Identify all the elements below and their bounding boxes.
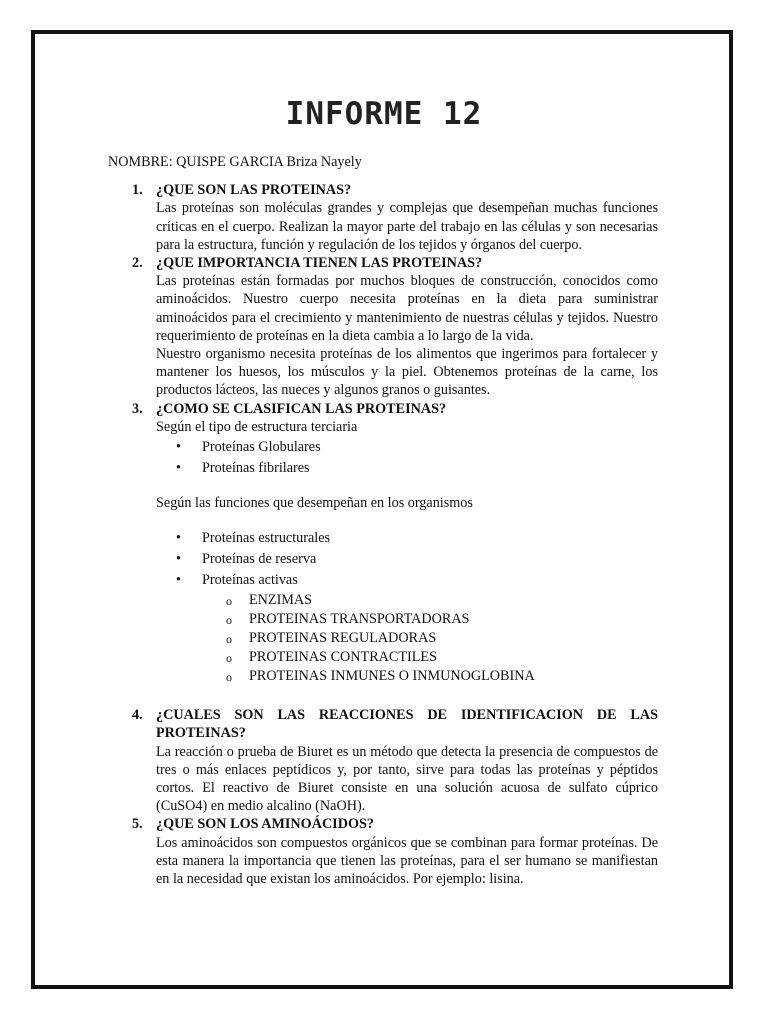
- question-4: [108, 706, 658, 742]
- list-item: • Proteínas activas: [176, 570, 658, 591]
- question-5: [108, 815, 658, 833]
- list-item: • Proteínas Globulares: [176, 437, 658, 458]
- list-item: o PROTEINAS CONTRACTILES: [226, 648, 658, 667]
- list-item: o PROTEINAS INMUNES O INMUNOGLOBINA: [226, 667, 658, 686]
- question-heading: ¿CUALES SON LAS REACCIONES DE IDENTIFICACION DE LAS PROTEINAS?: [156, 707, 658, 742]
- answer-5: Los aminoácidos son compuestos orgánicos que se combinan para formar proteínas. De esta manera la importancia que tienen las proteínas, para el ser humano se manifiestan en la necesidad que existan los aminoácidos. Por ejemplo: lisina.: [156, 834, 658, 888]
- bullet-list-functions: [176, 528, 658, 591]
- question-number: 2.: [132, 255, 143, 272]
- question-number: 3.: [132, 400, 143, 417]
- document-body: [108, 153, 658, 888]
- question-1: [108, 181, 658, 199]
- question-heading: ¿QUE SON LAS PROTEINAS?: [156, 182, 352, 199]
- classification-intro-2: Según las funciones que desempeñan en los organismos: [156, 495, 473, 512]
- answer-1: Las proteínas son moléculas grandes y complejas que desempeñan muchas funciones críticas en el cuerpo. Realizan la mayor parte del trabajo en las células y son necesarias para la estructura, función y regulación de los tejidos y órganos del cuerpo.: [156, 200, 658, 253]
- answer-2-paragraph-2: Nuestro organismo necesita proteínas de los alimentos que ingerimos para fortalecer y mantener los huesos, los músculos y la piel. Obtenemos proteínas de la carne, los productos lácteos, las nueces y algunos granos o guisantes.: [156, 346, 658, 399]
- list-item: • Proteínas de reserva: [176, 549, 658, 570]
- question-number: 1.: [132, 182, 143, 199]
- page-title: INFORME 12: [285, 96, 483, 132]
- question-heading: ¿QUE IMPORTANCIA TIENEN LAS PROTEINAS?: [156, 255, 483, 272]
- bullet-list-structure: [176, 437, 658, 479]
- question-number: 5.: [132, 816, 143, 833]
- student-name: NOMBRE: QUISPE GARCIA Briza Nayely: [108, 154, 362, 170]
- list-item: o ENZIMAS: [226, 591, 658, 610]
- classification-intro-1: Según el tipo de estructura terciaria: [156, 418, 358, 435]
- question-heading: ¿QUE SON LOS AMINOÁCIDOS?: [156, 816, 374, 833]
- question-3: [108, 400, 658, 418]
- list-item: o PROTEINAS REGULADORAS: [226, 629, 658, 648]
- question-heading: ¿COMO SE CLASIFICAN LAS PROTEINAS?: [156, 400, 447, 417]
- answer-4: La reacción o prueba de Biuret es un método que detecta la presencia de compuestos de tres o más enlaces peptídicos y, por tanto, sirve para todas las proteínas y péptidos cortos. El reactivo de Biuret consiste en una solución acuosa de sulfato cúprico (CuSO4) en medio alcalino (NaOH).: [156, 743, 658, 815]
- list-item: • Proteínas estructurales: [176, 528, 658, 549]
- list-item: • Proteínas fibrilares: [176, 458, 658, 479]
- answer-2-paragraph-1: Las proteínas están formadas por muchos bloques de construcción, conocidos como aminoácidos. Nuestro cuerpo necesita proteínas en la dieta para suministrar aminoácidos para el crecimiento y mantenimiento de nuestras células y tejidos. Nuestro requerimiento de proteínas en la dieta cambia a lo largo de la vida.: [156, 273, 658, 344]
- question-number: 4.: [132, 707, 143, 724]
- list-item: o PROTEINAS TRANSPORTADORAS: [226, 610, 658, 629]
- sub-list-active-proteins: [226, 591, 658, 686]
- question-2: [108, 254, 658, 272]
